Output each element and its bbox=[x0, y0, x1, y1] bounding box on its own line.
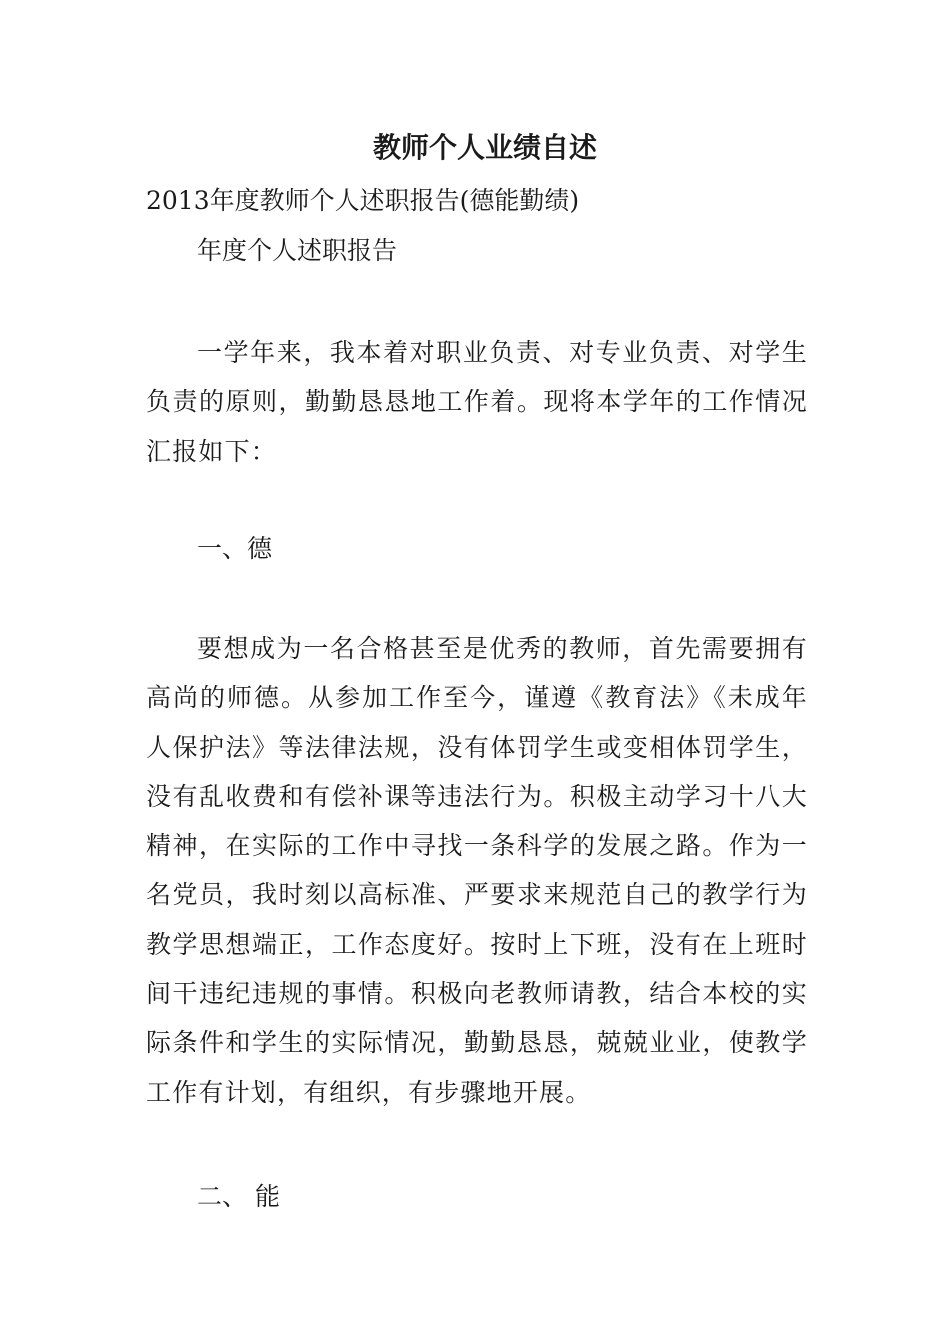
section-heading-ability: 二、 能 bbox=[197, 1182, 280, 1211]
report-subheading: 年度个人述职报告 bbox=[197, 236, 398, 265]
document-title: 教师个人业绩自述 bbox=[372, 131, 597, 164]
intro-paragraph: 一学年来，我本着对职业负责、对专业负责、对学生负责的原则，勤勤恳恳地工作着。现将本学年的工作情况汇报如下： bbox=[146, 338, 808, 466]
virtue-paragraph: 要想成为一名合格甚至是优秀的教师，首先需要拥有高尚的师德。从参加工作至今，谨遵《教育法》《未成年人保护法》等法律法规，没有体罚学生或变相体罚学生，没有乱收费和有偿补课等违法行为。积极主动学习十八大精神，在实际的工作中寻找一条科学的发展之路。作为一名党员，我时刻以高标准、严要求来规范自己的教学行为教学思想端正，工作态度好。按时上下班，没有在上班时间干违纪违规的事情。积极向老教师请教，结合本校的实际条件和学生的实际情况，勤勤恳恳，兢兢业业，使教学工作有计划，有组织，有步骤地开展。 bbox=[146, 634, 808, 1107]
section-heading-virtue: 一、德 bbox=[197, 534, 273, 563]
report-subtitle: 2013年度教师个人述职报告(德能勤绩) bbox=[146, 186, 580, 215]
